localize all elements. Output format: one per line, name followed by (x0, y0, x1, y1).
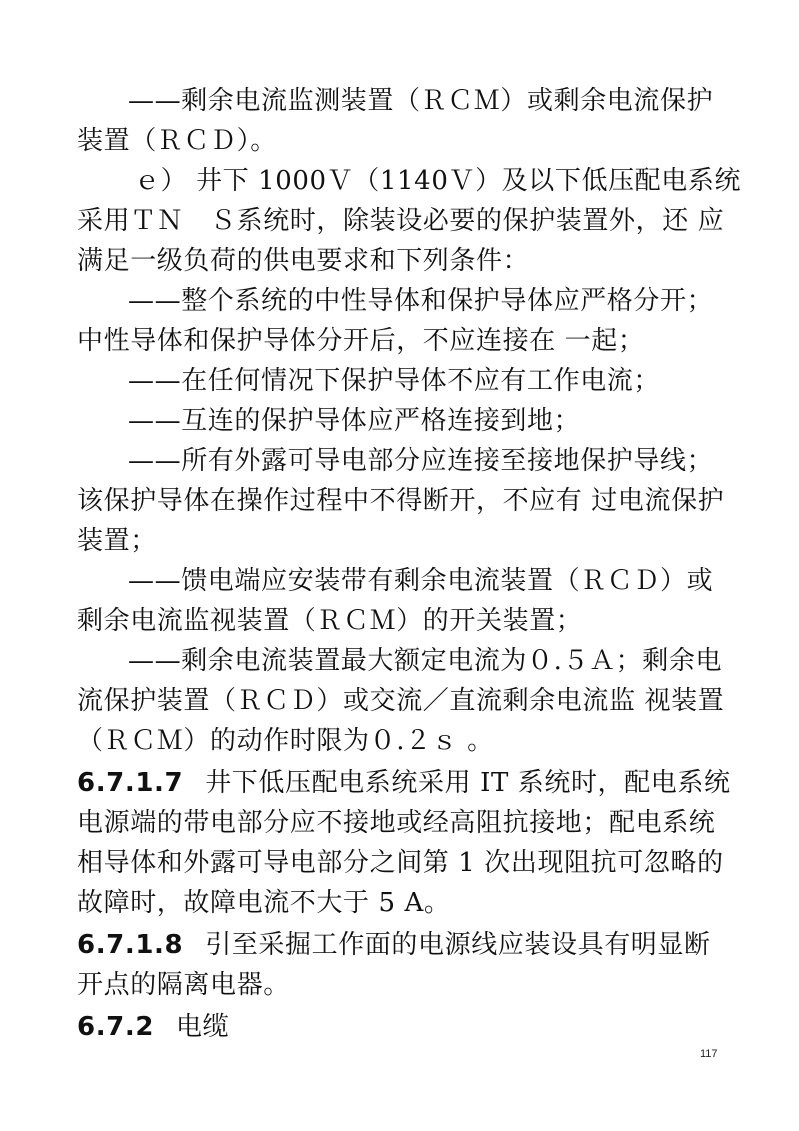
section-text: 引至采掘工作面的电源线应装设具有明显断 (205, 930, 711, 960)
section-text: 井下低压配电系统采用 IT 系统时，配电系统 (205, 768, 731, 798)
text-line: ——剩余电流装置最大额定电流为０.５Ａ；剩余电 (128, 646, 723, 676)
text-line: 采用ＴＮ Ｓ系统时，除装设必要的保护装置外，还 应 (77, 206, 725, 236)
text-line: ——所有外露可导电部分应连接至接地保护导线； (128, 446, 714, 476)
text-line: ——剩余电流监测装置（ＲＣＭ）或剩余电流保护 (128, 86, 714, 116)
text-line: ——整个系统的中性导体和保护导体应严格分开； (128, 286, 714, 316)
text-line: ——在任何情况下保护导体不应有工作电流； (128, 366, 661, 396)
text-line: （ＲＣＭ）的动作时限为０.２ｓ 。 (77, 726, 494, 756)
text-line: 中性导体和保护导体分开后，不应连接在 一起； (77, 326, 645, 356)
text-line: 剩余电流监视装置（ＲＣＭ）的开关装置； (77, 606, 583, 636)
text-line: 故障时，故障电流不大于 5 A。 (77, 888, 451, 918)
section-heading-6-7-2 (77, 1010, 229, 1044)
text-line: 装置； (77, 526, 157, 556)
text-line: 电源端的带电部分应不接地或经高阻抗接地；配电系统 (77, 808, 716, 838)
section-heading-6-7-1-7 (77, 766, 731, 800)
section-number: 6.7.2 (77, 1012, 155, 1042)
text-line: 相导体和外露可导电部分之间第 1 次出现阻抗可忽略的 (77, 848, 724, 878)
page-number: 117 (700, 1048, 718, 1060)
text-line: 该保护导体在操作过程中不得断开，不应有 过电流保护 (77, 486, 725, 516)
text-line: ｅ） 井下 1000Ｖ（1140Ｖ）及以下低压配电系统 (134, 166, 742, 196)
section-heading-6-7-1-8 (77, 928, 711, 962)
text-line: 开点的隔离电器。 (77, 970, 290, 1000)
section-number: 6.7.1.7 (77, 768, 184, 798)
text-line: 流保护装置（ＲＣＤ）或交流／直流剩余电流监 视装置 (77, 686, 725, 716)
section-text: 电缆 (176, 1012, 230, 1042)
text-line: 装置（ＲＣＤ）。 (77, 126, 277, 156)
text-line: ——互连的保护导体应严格连接到地； (128, 406, 581, 436)
section-number: 6.7.1.8 (77, 930, 184, 960)
text-line: ——馈电端应安装带有剩余电流装置（ＲＣＤ）或 (128, 566, 714, 596)
text-line: 满足一级负荷的供电要求和下列条件： (77, 246, 530, 276)
